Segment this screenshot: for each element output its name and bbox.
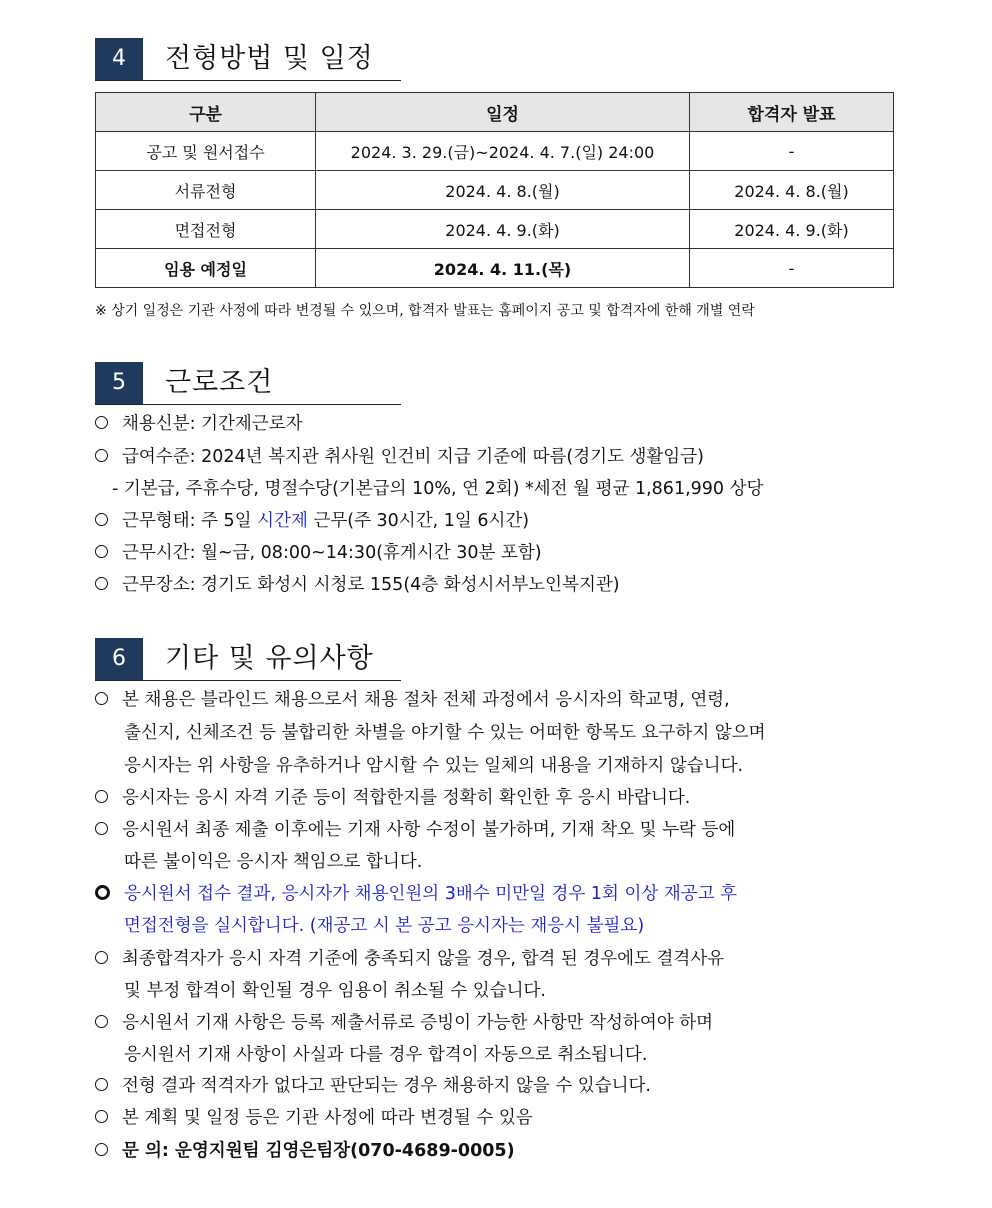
cell: 서류전형	[96, 171, 316, 210]
list-item	[95, 569, 620, 601]
bullet-icon	[95, 1110, 108, 1123]
bullet-icon	[95, 1078, 108, 1091]
cell: 2024. 4. 8.(월)	[690, 171, 894, 210]
table-row	[96, 210, 894, 249]
section-title: 기타 및 유의사항	[165, 643, 374, 674]
section-5-header	[95, 362, 401, 405]
bullet-icon	[95, 790, 108, 803]
list-item-continued: 및 부정 합격이 확인될 경우 임용이 취소될 수 있습니다.	[124, 981, 546, 1001]
section-6-header	[95, 638, 401, 681]
list-item-text: 본 채용은 블라인드 채용으로서 채용 절차 전체 과정에서 응시자의 학교명, 연령,	[122, 690, 730, 710]
list-item-highlight	[95, 878, 737, 910]
list-item	[95, 1007, 713, 1039]
bullet-icon	[95, 416, 108, 429]
table-row	[96, 171, 894, 210]
list-item-text: 응시원서 접수 결과, 응시자가 채용인원의 3배수 미만일 경우 1회 이상 재공고 후	[124, 884, 738, 904]
list-item-text: 채용신분: 기간제근로자	[122, 414, 303, 434]
cell: -	[690, 132, 894, 171]
list-item	[95, 408, 303, 440]
list-item	[95, 505, 529, 537]
cell: 2024. 4. 9.(화)	[690, 210, 894, 249]
bullet-icon	[95, 513, 108, 526]
list-subitem: - 기본급, 주휴수당, 명절수당(기본급의 10%, 연 2회) *세전 월 평균 1,861,990 상당	[112, 479, 764, 499]
bullet-icon	[95, 692, 108, 705]
section-title: 전형방법 및 일정	[165, 43, 374, 74]
list-item-text: 전형 결과 적격자가 없다고 판단되는 경우 채용하지 않을 수 있습니다.	[122, 1076, 651, 1096]
contact-item	[95, 1135, 515, 1167]
list-item-continued: 면접전형을 실시합니다. (재공고 시 본 공고 응시자는 재응시 불필요)	[124, 916, 645, 936]
section-4-header	[95, 38, 401, 81]
table-row	[96, 132, 894, 171]
cell: 공고 및 원서접수	[96, 132, 316, 171]
list-item-text: 근무장소: 경기도 화성시 시청로 155(4층 화성시서부노인복지관)	[122, 575, 620, 595]
bullet-icon	[95, 1015, 108, 1028]
highlight-text: 시간제	[257, 511, 308, 531]
list-item-text: 근무(주 30시간, 1일 6시간)	[307, 511, 530, 531]
list-item	[95, 943, 724, 975]
contact-text: 문 의: 운영지원팀 김영은팀장(070-4689-0005)	[122, 1141, 515, 1161]
list-item-text: 응시원서 최종 제출 이후에는 기재 사항 수정이 불가하며, 기재 착오 및 누락 등에	[122, 820, 736, 840]
list-item	[95, 1102, 533, 1134]
header-announcement: 합격자 발표	[690, 93, 894, 132]
list-item	[95, 441, 704, 473]
list-item-continued: 따른 불이익은 응시자 책임으로 합니다.	[124, 852, 423, 872]
cell: 면접전형	[96, 210, 316, 249]
list-item-continued: 출신지, 신체조건 등 불합리한 차별을 야기할 수 있는 어떠한 항목도 요구하지 않으며	[124, 723, 766, 743]
section-title: 근로조건	[165, 367, 274, 398]
section-number: 5	[95, 362, 143, 404]
list-item	[95, 814, 735, 846]
table-header-row	[96, 93, 894, 132]
list-item-text: 근무형태: 주 5일	[122, 511, 258, 531]
list-item	[95, 684, 730, 716]
cell: 2024. 3. 29.(금)~2024. 4. 7.(일) 24:00	[316, 132, 690, 171]
bullet-icon	[95, 885, 110, 900]
bullet-icon	[95, 545, 108, 558]
section-number: 6	[95, 638, 143, 680]
cell: -	[690, 249, 894, 288]
cell: 2024. 4. 11.(목)	[316, 249, 690, 288]
bullet-icon	[95, 951, 108, 964]
list-item	[95, 1070, 651, 1102]
cell: 2024. 4. 8.(월)	[316, 171, 690, 210]
schedule-table	[95, 92, 894, 288]
bullet-icon	[95, 822, 108, 835]
cell: 2024. 4. 9.(화)	[316, 210, 690, 249]
bullet-icon	[95, 577, 108, 590]
schedule-note: ※ 상기 일정은 기관 사정에 따라 변경될 수 있으며, 합격자 발표는 홈페이지 공고 및 합격자에 한해 개별 연락	[95, 303, 755, 319]
list-item-continued: 응시원서 기재 사항이 사실과 다를 경우 합격이 자동으로 취소됩니다.	[124, 1045, 648, 1065]
section-number: 4	[95, 38, 143, 80]
list-item-text: 근무시간: 월~금, 08:00~14:30(휴게시간 30분 포함)	[122, 543, 542, 563]
cell: 임용 예정일	[96, 249, 316, 288]
table-row	[96, 249, 894, 288]
list-item-continued: 응시자는 위 사항을 유추하거나 암시할 수 있는 일체의 내용을 기재하지 않습니다.	[124, 756, 744, 776]
bullet-icon	[95, 449, 108, 462]
header-category: 구분	[96, 93, 316, 132]
list-item	[95, 537, 542, 569]
header-schedule: 일정	[316, 93, 690, 132]
bullet-icon	[95, 1143, 108, 1156]
list-item-text: 본 계획 및 일정 등은 기관 사정에 따라 변경될 수 있음	[122, 1108, 533, 1128]
list-item-text: 응시자는 응시 자격 기준 등이 적합한지를 정확히 확인한 후 응시 바랍니다.	[122, 788, 691, 808]
list-item	[95, 782, 690, 814]
list-item-text: 급여수준: 2024년 복지관 취사원 인건비 지급 기준에 따름(경기도 생활임금)	[122, 447, 704, 467]
list-item-text: 응시원서 기재 사항은 등록 제출서류로 증빙이 가능한 사항만 작성하여야 하며	[122, 1013, 714, 1033]
list-item-text: 최종합격자가 응시 자격 기준에 충족되지 않을 경우, 합격 된 경우에도 결격사유	[122, 949, 725, 969]
